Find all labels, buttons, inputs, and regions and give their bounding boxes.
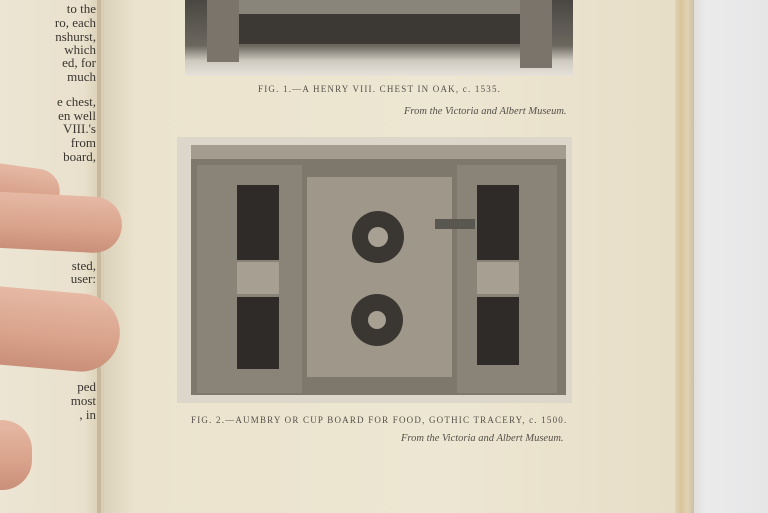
text-line: board,	[63, 149, 96, 164]
text-line: ped	[77, 379, 96, 394]
text-line: most	[70, 393, 96, 408]
text-line: ed, for	[62, 55, 96, 70]
figure1-photo	[185, 0, 573, 76]
text-line: , in	[79, 407, 96, 422]
figure1-credit: From the Victoria and Albert Museum.	[404, 106, 567, 117]
background	[690, 0, 768, 513]
text-line: ro, each	[54, 15, 96, 30]
text-line: VIII.'s	[62, 121, 96, 136]
figure1-caption: FIG. 1.—A HENRY VIII. CHEST IN OAK, c. 1535.	[258, 84, 502, 94]
figure2-photo	[177, 137, 572, 403]
text-line: nshurst,	[55, 29, 96, 44]
aumbry-cupboard-image	[177, 137, 572, 403]
book-page-edges	[672, 0, 694, 513]
figure2-caption: FIG. 2.—AUMBRY OR CUP BOARD FOR FOOD, GOTHIC TRACERY, c. 1500.	[191, 415, 568, 425]
text-line: sted,	[71, 258, 96, 273]
figure2-credit: From the Victoria and Albert Museum.	[401, 433, 564, 444]
text-line: en well	[58, 108, 96, 123]
text-line: from	[70, 135, 96, 150]
text-line: user:	[70, 271, 96, 286]
text-line: e chest,	[57, 94, 96, 109]
oak-chest-image	[185, 0, 573, 76]
text-line: which	[64, 42, 96, 57]
text-line: much	[67, 69, 96, 84]
book-gutter	[97, 0, 101, 513]
text-line: to the	[66, 1, 96, 16]
finger	[0, 190, 123, 254]
